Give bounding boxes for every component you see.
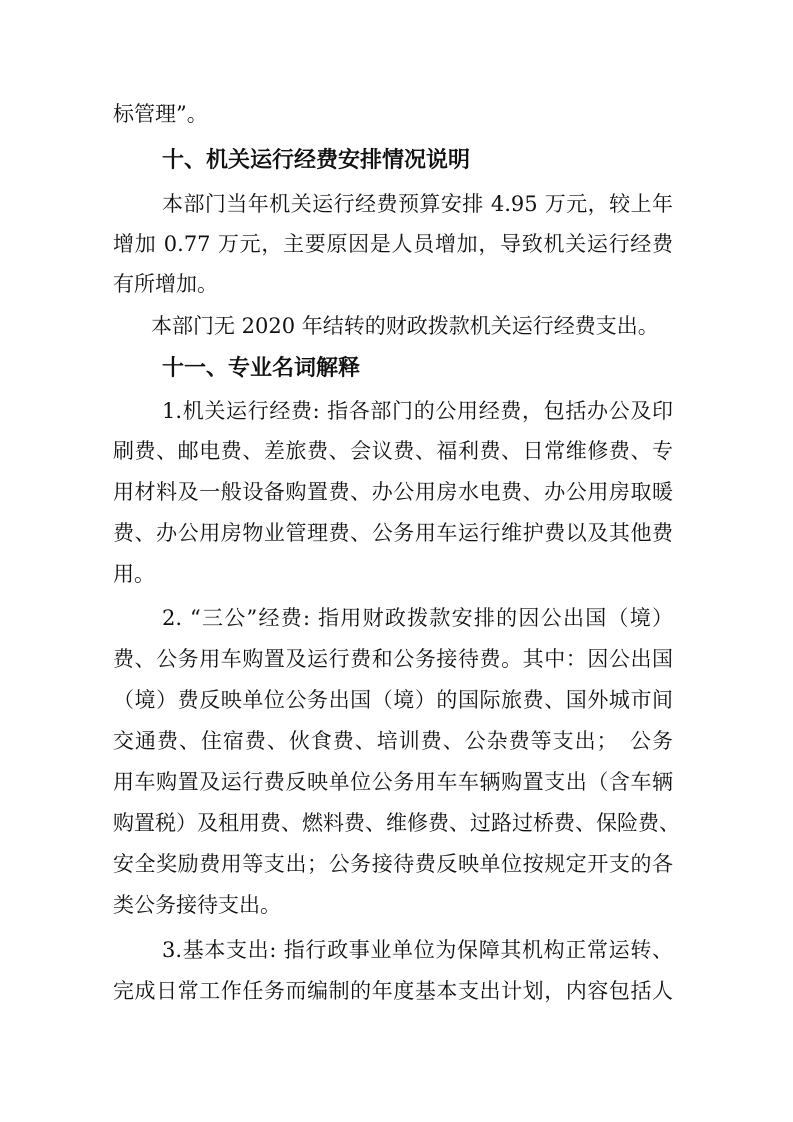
paragraph-line: 有所增加。 [113, 272, 218, 296]
paragraph-line: 费、公务用车购置及运行费和公务接待费。其中：因公出国 [113, 647, 673, 671]
section-heading: 十、机关运行经费安排情况说明 [162, 148, 471, 173]
paragraph-line: 2. “三公”经费: 指用财政拨款安排的因公出国（境） [162, 606, 673, 630]
paragraph-line: 费、办公用房物业管理费、公务用车运行维护费以及其他费 [113, 521, 673, 545]
paragraph-line: 标管理”。 [113, 102, 208, 126]
paragraph-line: 1.机关运行经费: 指各部门的公用经费，包括办公及印 [162, 399, 673, 423]
paragraph-line: 刷费、邮电费、差旅费、会议费、福利费、日常维修费、专 [113, 439, 673, 463]
paragraph-line: 交通费、住宿费、伙食费、培训费、公杂费等支出； 公务 [113, 729, 673, 753]
paragraph-line: 购置税）及租用费、燃料费、维修费、过路过桥费、保险费、 [113, 811, 680, 835]
paragraph-line: 完成日常工作任务而编制的年度基本支出计划，内容包括人 [113, 979, 673, 1003]
paragraph-line: 类公务接待支出。 [113, 893, 281, 917]
paragraph-line: 本部门无 2020 年结转的财政拨款机关运行经费支出。 [151, 314, 659, 338]
paragraph-line: （境）费反映单位公务出国（境）的国际旅费、国外城市间 [113, 688, 673, 712]
section-heading: 十一、专业名词解释 [162, 356, 361, 381]
paragraph-line: 增加 0.77 万元，主要原因是人员增加，导致机关运行经费 [113, 232, 673, 256]
paragraph-line: 用材料及一般设备购置费、办公用房水电费、办公用房取暖 [113, 480, 673, 504]
paragraph-line: 3.基本支出: 指行政事业单位为保障其机构正常运转、 [162, 938, 673, 962]
paragraph-line: 安全奖励费用等支出；公务接待费反映单位按规定开支的各 [113, 852, 673, 876]
paragraph-line: 用车购置及运行费反映单位公务用车车辆购置支出（含车辆 [113, 770, 673, 794]
paragraph-line: 用。 [113, 562, 155, 586]
paragraph-line: 本部门当年机关运行经费预算安排 4.95 万元，较上年 [162, 192, 673, 216]
